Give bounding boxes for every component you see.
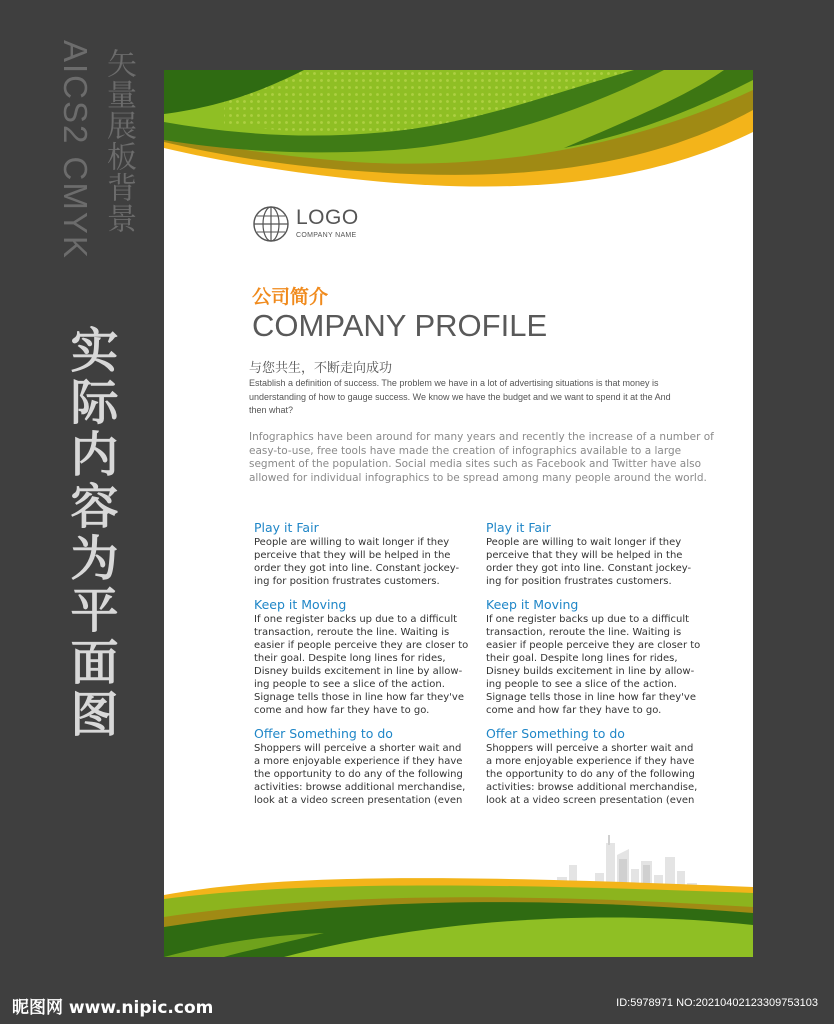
section-heading: Play it Fair [486, 520, 551, 535]
section-body: If one register backs up due to a difficult transaction, reroute the line. Waiting is easier if people perceive they are closer to their goal. Despite long lines for rides, Disney builds excitement in line by allow-ing people to see a slice of the action. Signage tells those in line how far they've come and how far they have to go. [486, 614, 701, 716]
side-vertical-title [52, 38, 142, 278]
section-play-it-fair [254, 520, 469, 588]
bottom-wave-decoration [164, 877, 753, 957]
section-heading: Keep it Moving [254, 597, 347, 612]
section-body: Shoppers will perceive a shorter wait and a more enjoyable experience if they have the opportunity to do any of the following activities: browse additional merchandise, look at a video screen presentation (even [486, 743, 698, 806]
flyer-sheet [164, 70, 753, 957]
intro-text: Establish a definition of success. The problem we have in a lot of advertising situations is that money is understanding of how to gauge success. We know we have the budget and we want to spend it at the And then what? [249, 378, 671, 415]
body-paragraph: Infographics have been around for many years and recently the increase of a number of easy-to-use, free tools have made the creation of infographics available to a large segment of the population. Social media sites such as Facebook and Twitter have also allowed for individual infographics to be spread among many people around the world. [249, 431, 714, 484]
section-heading: Offer Something to do [486, 726, 625, 741]
section-body: If one register backs up due to a difficult transaction, reroute the line. Waiting is easier if people perceive they are closer to their goal. Despite long lines for rides, Disney builds excitement in line by allow-ing people to see a slice of the action. Signage tells those in line how far they've come and how far they have to go. [254, 614, 469, 716]
section-body: People are willing to wait longer if they perceive that they will be helped in the order they got into line. Constant jockey-ing for position frustrates customers. [254, 537, 460, 587]
section-heading: Keep it Moving [486, 597, 579, 612]
section-offer-something [254, 726, 469, 807]
section-play-it-fair [486, 520, 701, 588]
side-main-caption: 实际内容为平面图 [62, 325, 118, 741]
page-title: COMPANY PROFILE [252, 308, 548, 343]
watermark-id: ID:5978971 NO:20210402123309753103 [616, 997, 818, 1009]
title-chinese: 公司简介 [252, 286, 329, 308]
left-column [254, 520, 469, 807]
section-body: Shoppers will perceive a shorter wait and a more enjoyable experience if they have the opportunity to do any of the following activities: browse additional merchandise, look at a video screen presentation (even [254, 743, 466, 806]
logo-text: LOGO [296, 206, 359, 229]
logo-company-name: COMPANY NAME [296, 232, 357, 239]
side-title-chinese: 矢量展板背景 [101, 48, 136, 234]
top-wave-decoration [164, 70, 753, 210]
section-offer-something [486, 726, 701, 807]
section-keep-it-moving [254, 597, 469, 717]
section-keep-it-moving [486, 597, 701, 717]
section-heading: Play it Fair [254, 520, 319, 535]
side-title-english: AICS2 CMYK [57, 40, 94, 260]
right-column [486, 520, 701, 807]
globe-icon [252, 205, 290, 243]
watermark-site: 昵图网 www.nipic.com [12, 998, 214, 1018]
section-heading: Offer Something to do [254, 726, 393, 741]
slogan: 与您共生，不断走向成功 [249, 361, 393, 376]
section-body: People are willing to wait longer if they perceive that they will be helped in the order they got into line. Constant jockey-ing for position frustrates customers. [486, 537, 692, 587]
